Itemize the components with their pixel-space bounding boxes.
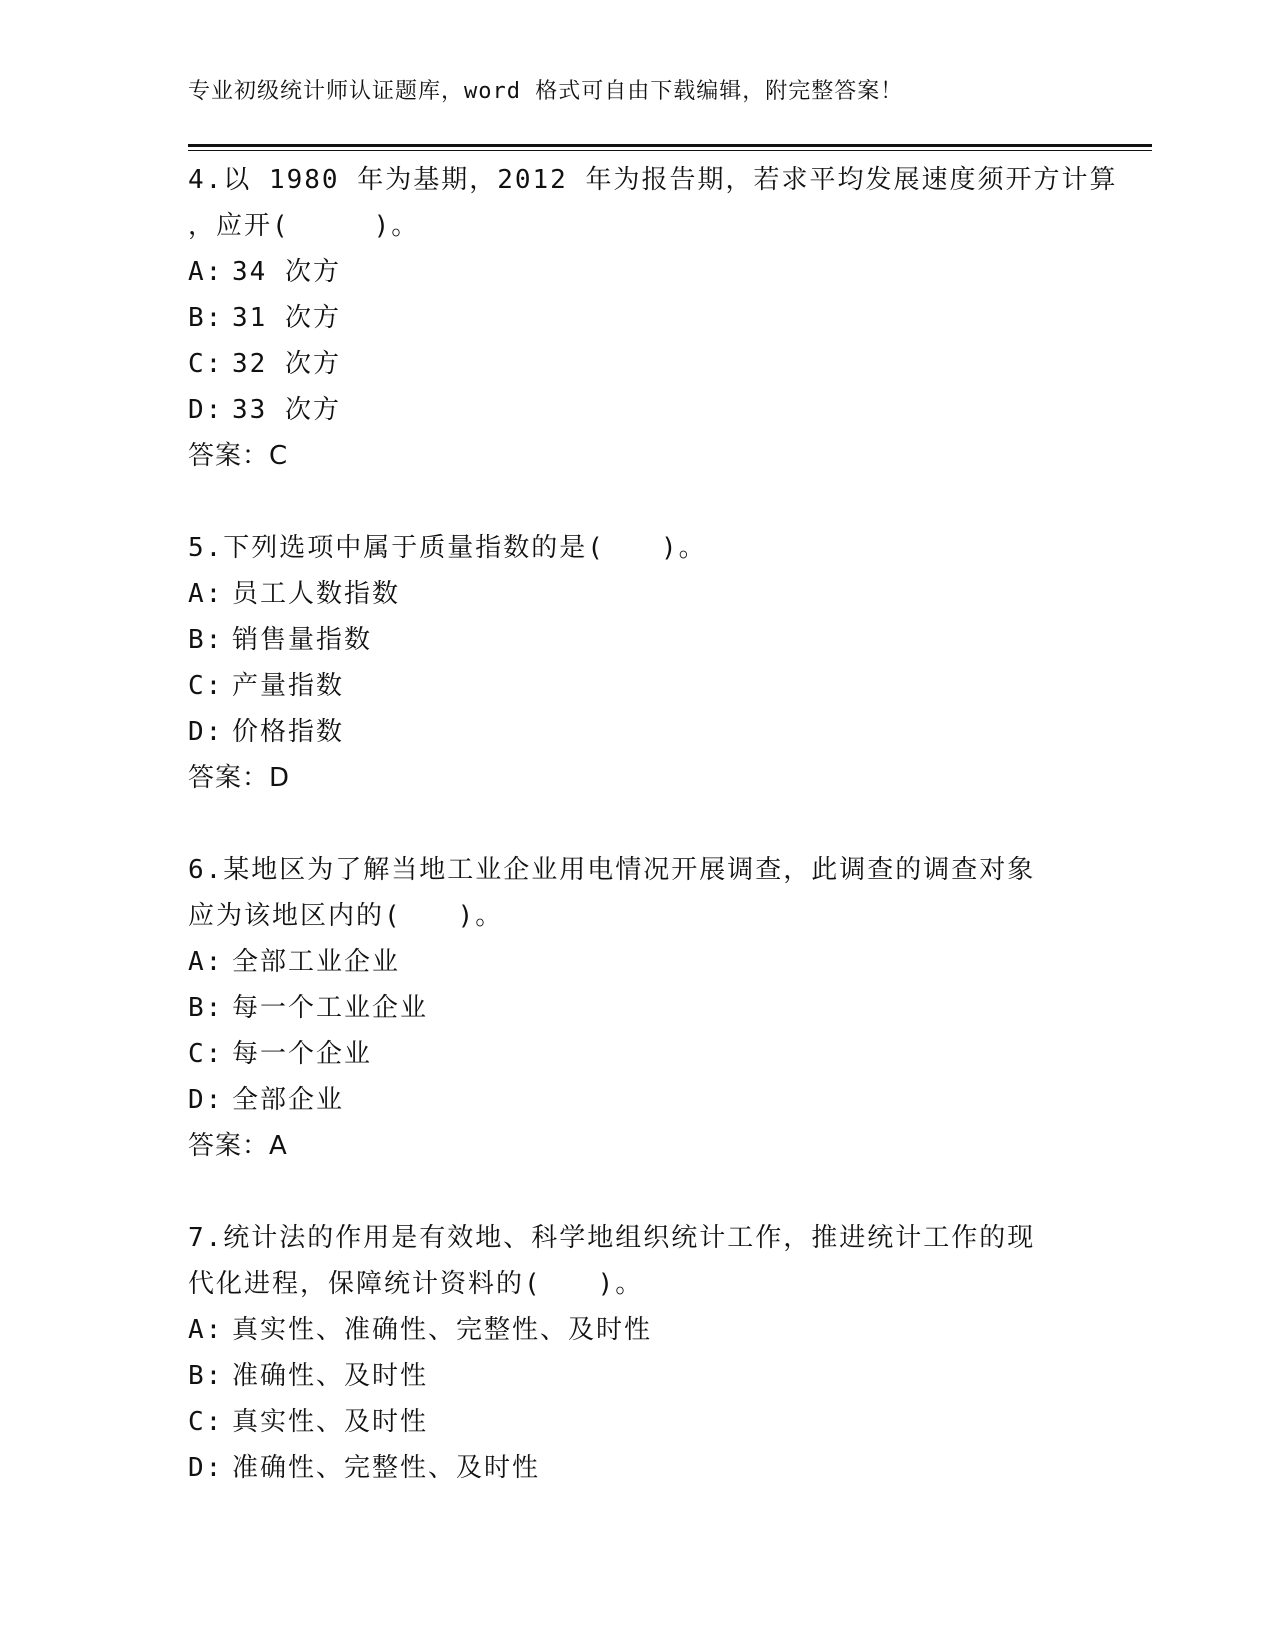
option-letter: A: — [188, 1315, 224, 1345]
option-letter: D: — [188, 395, 224, 425]
option-letter: C: — [188, 349, 224, 379]
option-text: 31 次方 — [232, 303, 341, 333]
option-letter: D: — [188, 717, 224, 747]
option-text: 销售量指数 — [232, 625, 373, 655]
option-b — [188, 1353, 1088, 1399]
option-letter: A: — [188, 579, 224, 609]
option-text: 每一个工业企业 — [232, 993, 429, 1023]
option-c — [188, 663, 1088, 709]
option-text: 32 次方 — [232, 349, 341, 379]
question-text-line: 应为该地区内的( )。 — [188, 901, 504, 931]
question-text-line: 6.某地区为了解当地工业企业用电情况开展调查，此调查的调查对象 — [188, 855, 1036, 885]
option-a — [188, 939, 1088, 985]
option-text: 真实性、准确性、完整性、及时性 — [232, 1315, 653, 1345]
question-text-line: ，应开( )。 — [188, 211, 420, 241]
option-b — [188, 295, 1088, 341]
option-letter: D: — [188, 1085, 224, 1115]
option-d — [188, 1077, 1088, 1123]
option-a — [188, 1307, 1088, 1353]
question-4 — [188, 157, 1118, 479]
option-letter: C: — [188, 1039, 224, 1069]
option-letter: A: — [188, 947, 224, 977]
option-d — [188, 709, 1088, 755]
answer-line: 答案：A — [188, 1131, 288, 1161]
option-a — [188, 249, 1088, 295]
option-d — [188, 387, 1088, 433]
option-a — [188, 571, 1088, 617]
option-text: 每一个企业 — [232, 1039, 373, 1069]
header-rule-thick — [188, 144, 1152, 147]
option-letter: B: — [188, 303, 224, 333]
answer-line: 答案：D — [188, 763, 291, 793]
option-letter: C: — [188, 671, 224, 701]
option-letter: C: — [188, 1407, 224, 1437]
option-text: 准确性、完整性、及时性 — [232, 1453, 541, 1483]
option-letter: A: — [188, 257, 224, 287]
question-5 — [188, 525, 1088, 801]
question-list — [188, 157, 1118, 1537]
answer-line: 答案：C — [188, 441, 289, 471]
option-c — [188, 1399, 1088, 1445]
option-b — [188, 617, 1088, 663]
question-text-line: 代化进程，保障统计资料的( )。 — [188, 1269, 644, 1299]
option-text: 33 次方 — [232, 395, 341, 425]
option-c — [188, 341, 1088, 387]
option-text: 准确性、及时性 — [232, 1361, 429, 1391]
header-rule-thin — [188, 150, 1152, 151]
option-text: 真实性、及时性 — [232, 1407, 429, 1437]
option-text: 产量指数 — [232, 671, 345, 701]
option-letter: B: — [188, 625, 224, 655]
page-header: 专业初级统计师认证题库，word 格式可自由下载编辑，附完整答案！ — [188, 79, 904, 104]
option-letter: B: — [188, 1361, 224, 1391]
question-text-line: 7.统计法的作用是有效地、科学地组织统计工作，推进统计工作的现 — [188, 1223, 1036, 1253]
question-text-line: 5.下列选项中属于质量指数的是( )。 — [188, 533, 707, 563]
option-letter: D: — [188, 1453, 224, 1483]
option-text: 价格指数 — [232, 717, 345, 747]
option-text: 员工人数指数 — [232, 579, 401, 609]
option-d — [188, 1445, 1088, 1491]
option-text: 34 次方 — [232, 257, 341, 287]
question-text-line: 4.以 1980 年为基期，2012 年为报告期，若求平均发展速度须开方计算 — [188, 165, 1118, 195]
question-7 — [188, 1215, 1088, 1491]
option-text: 全部工业企业 — [232, 947, 401, 977]
option-c — [188, 1031, 1088, 1077]
option-letter: B: — [188, 993, 224, 1023]
option-b — [188, 985, 1088, 1031]
question-6 — [188, 847, 1088, 1169]
option-text: 全部企业 — [232, 1085, 345, 1115]
